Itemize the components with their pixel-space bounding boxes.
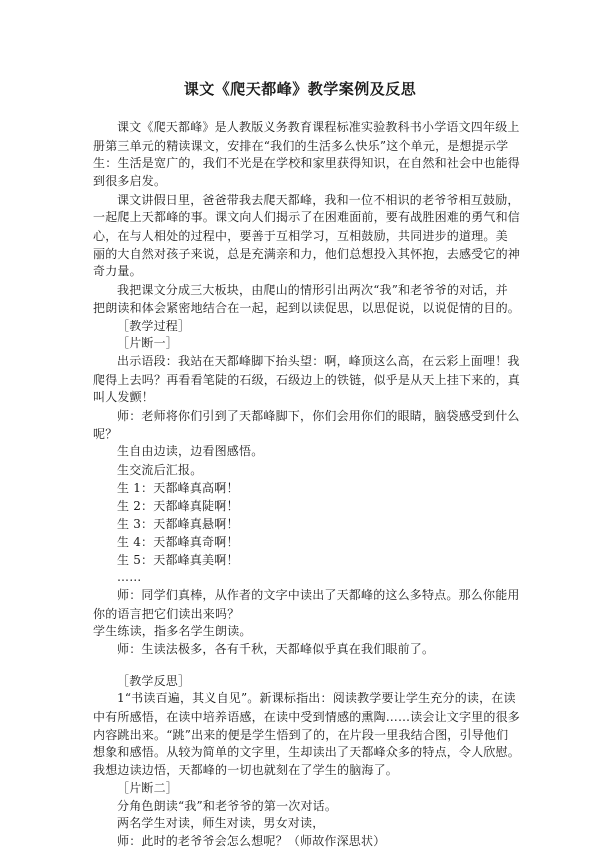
ellipsis-line: ……: [117, 570, 142, 585]
paragraph-line: 把朗读和体会紧密地结合在一起，起到以读促思，以思促说，以说促情的目的。: [93, 300, 521, 315]
paragraph-line: 出示语段：我站在天都峰脚下抬头望：啊，峰顶这么高，在云彩上面哩！我: [117, 353, 520, 368]
paragraph-line: 叫人发颤！: [93, 390, 155, 405]
paragraph-line: 奇力量。: [93, 264, 142, 279]
paragraph-line: 中有所感悟，在读中培养语感，在读中受到情感的熏陶……读会让文字里的很多: [93, 710, 521, 725]
paragraph-line: 师：生读法极多，各有千秋，天都峰似乎真在我们眼前了。: [117, 641, 435, 656]
paragraph-line: 课文《爬天都峰》是人教版义务教育课程标准实验教科书小学语文四年级上: [117, 120, 520, 134]
paragraph-line: 课文讲假日里，爸爸带我去爬天都峰，我和一位不相识的老爷爷相互鼓励，: [117, 192, 520, 207]
paragraph-line: 我把课文分成三大板块，由爬山的情形引出两次“我”和老爷爷的对话，并: [117, 283, 508, 298]
paragraph-line: 分角色朗读“我”和老爷爷的第一次对话。: [117, 798, 338, 813]
section-heading: ［教学过程］: [117, 318, 191, 333]
paragraph-line: 两名学生对读，师生对读，男女对读，: [117, 816, 325, 831]
paragraph-line: 1“书读百遍，其义自见”。新课标指出：阅读教学要让学生充分的读，在读: [117, 691, 516, 706]
paragraph-line: 师：同学们真棒，从作者的文字中读出了天都峰的这么多特点。那么你能用: [117, 587, 520, 602]
paragraph-line: ［片断二］: [117, 780, 179, 795]
paragraph-line: 学生练读，指多名学生朗读。: [93, 624, 252, 639]
paragraph-line: 生：生活是宽广的，我们不光是在学校和家里获得知识，在自然和社会中也能得: [93, 156, 521, 171]
student-answer: 生 3：天都峰真悬啊！: [117, 517, 239, 532]
paragraph-line: 我想边读边悟，天都峰的一切也就刻在了学生的脑海了。: [93, 763, 399, 778]
section-heading: ［教学反思］: [117, 673, 191, 688]
document-title: 课文《爬天都峰》教学案例及反思: [183, 80, 417, 98]
student-answer: 生 4：天都峰真奇啊！: [117, 534, 239, 549]
paragraph-line: 生交流后汇报。: [117, 463, 203, 478]
section-heading: ［片断一］: [117, 336, 179, 351]
paragraph-line: 呢？: [93, 426, 118, 441]
student-answer: 生 2：天都峰真陡啊！: [117, 499, 239, 514]
paragraph-line: 丽的大自然对孩子来说，总是充满亲和力，他们总想投入其怀抱，去感受它的神: [93, 246, 521, 261]
paragraph-line: 到很多启发。: [93, 174, 167, 189]
paragraph-line: 心，在与人相处的过程中，要善于互相学习，互相鼓励，共同进步的道理。美: [93, 229, 508, 244]
paragraph-line: 师：老师将你们引到了天都峰脚下，你们会用你们的眼睛，脑袋感受到什么: [117, 408, 520, 423]
paragraph-line: 生自由边读，边看图感悟。: [117, 444, 264, 459]
paragraph-line: 册第三单元的精读课文，安排在“我们的生活多么快乐”这个单元，是想提示学: [93, 138, 509, 153]
paragraph-line: 一起爬上天都峰的事。课文向人们揭示了在困难面前，要有战胜困难的勇气和信: [93, 210, 521, 225]
paragraph-line: 内容跳出来。“跳”出来的便是学生悟到了的，在片段一里我结合图，引导他们: [93, 727, 509, 742]
paragraph-line: 师：此时的老爷爷会怎么想呢？（师故作深思状）: [117, 834, 386, 848]
student-answer: 生 1：天都峰真高啊！: [117, 480, 239, 495]
paragraph-line: 你的语言把它们读出来吗？: [93, 606, 240, 621]
student-answer: 生 5：天都峰真美啊！: [117, 553, 239, 568]
paragraph-line: 爬得上去吗？再看看笔陡的石级，石级边上的铁链，似乎是从天上挂下来的，真: [93, 372, 521, 387]
paragraph-line: 想象和感悟。从较为简单的文字里，生却读出了天都峰众多的特点，令人欣慰。: [93, 745, 521, 760]
